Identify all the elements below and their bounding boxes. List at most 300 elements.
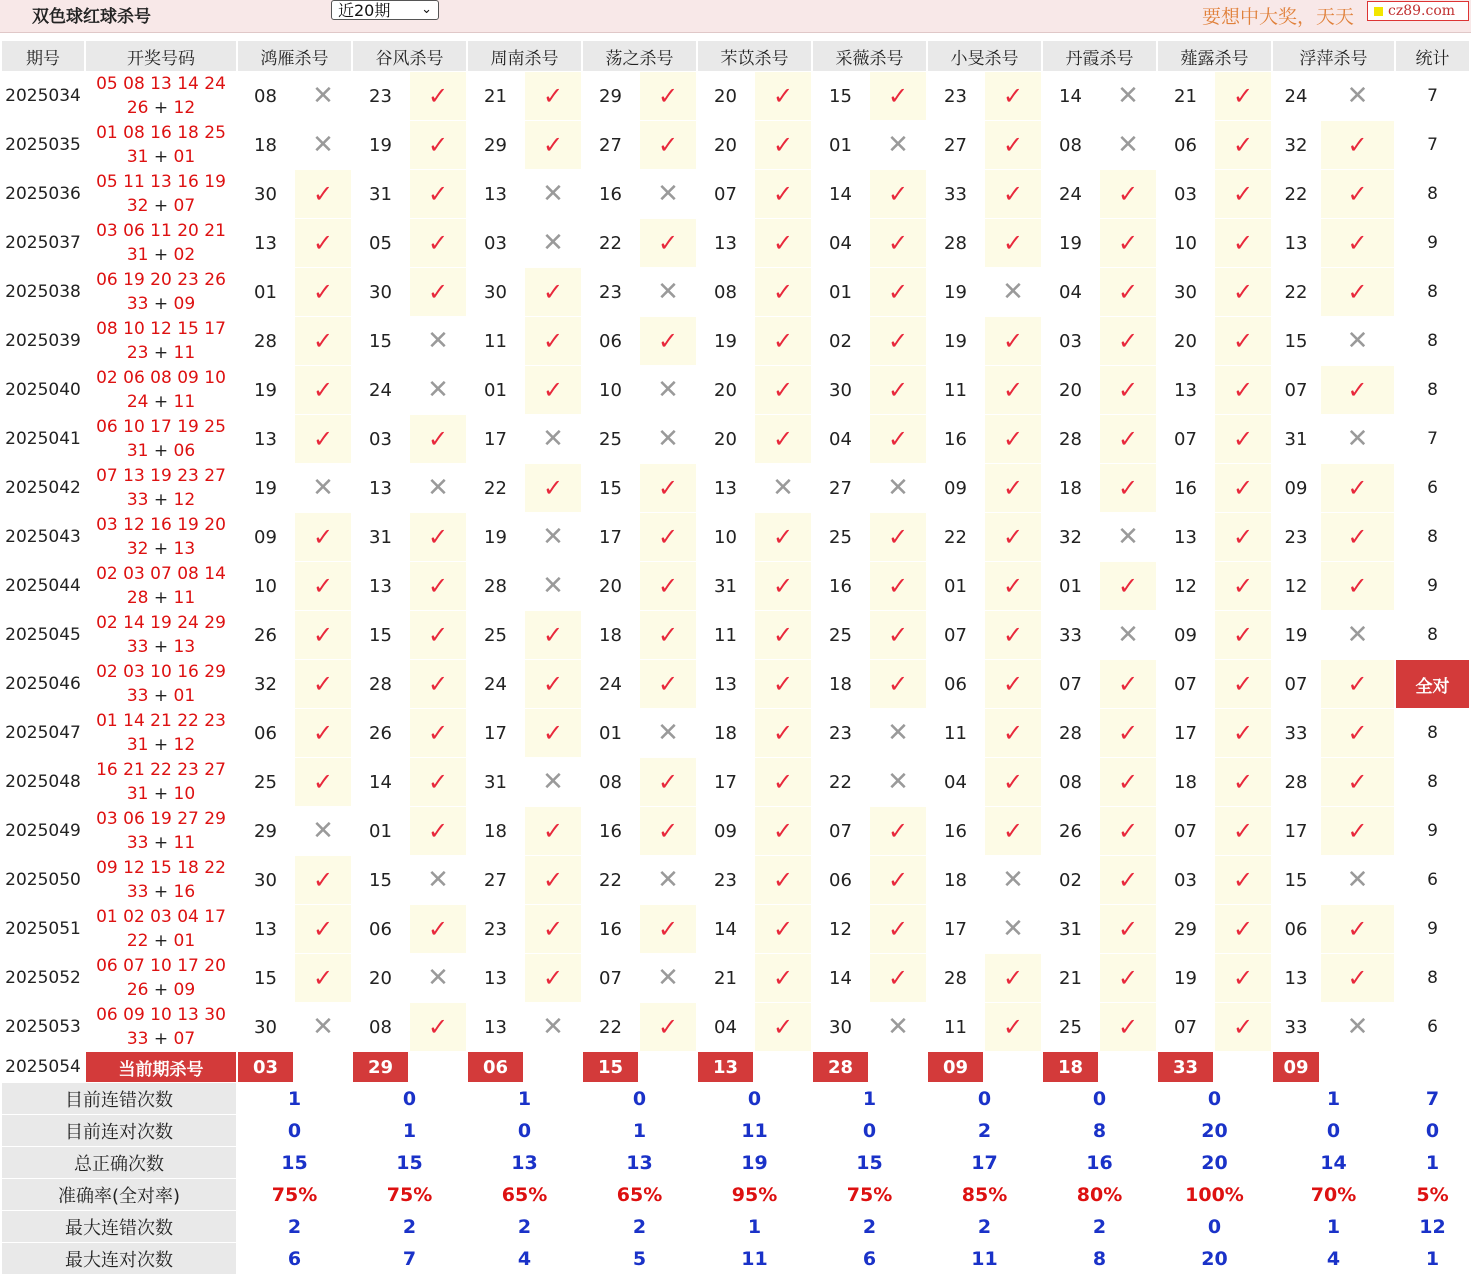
kill-number: 07 xyxy=(1174,1016,1197,1038)
kill-number: 18 xyxy=(944,869,967,891)
kill-number: 28 xyxy=(484,575,507,597)
red-balls-line1: 08 10 12 15 17 xyxy=(96,319,226,339)
check-icon: ✓ xyxy=(985,1003,1041,1051)
check-icon: ✓ xyxy=(985,513,1041,561)
check-icon: ✓ xyxy=(295,954,351,1002)
check-icon: ✓ xyxy=(1321,121,1394,169)
period-select-value: 近20期 xyxy=(338,1,391,20)
kill-number: 29 xyxy=(1174,918,1197,940)
cross-icon: ✕ xyxy=(772,473,794,503)
check-icon: ✓ xyxy=(295,905,351,953)
red-ball-last: 31 xyxy=(126,735,149,755)
stats-value: 0 xyxy=(977,1087,992,1110)
kill-number: 01 xyxy=(369,820,392,842)
current-issue-number: 2025054 xyxy=(2,1052,84,1082)
check-icon: ✓ xyxy=(870,317,926,365)
check-icon: ✓ xyxy=(1100,1003,1156,1051)
red-balls-line1: 05 08 13 14 24 xyxy=(96,74,226,94)
kill-number: 09 xyxy=(714,820,737,842)
table-row xyxy=(2,856,1469,904)
table-body xyxy=(2,72,1469,1274)
kill-number: 14 xyxy=(369,771,392,793)
red-ball-last: 22 xyxy=(126,931,149,951)
column-header: 开奖号码 xyxy=(86,41,236,71)
kill-number: 05 xyxy=(369,232,392,254)
red-balls-line2 xyxy=(86,831,236,855)
cross-icon: ✕ xyxy=(427,375,449,405)
check-icon: ✓ xyxy=(985,758,1041,806)
hit-count: 8 xyxy=(1427,380,1438,400)
check-icon: ✓ xyxy=(1321,219,1394,267)
kill-number: 08 xyxy=(1059,134,1082,156)
stats-value: 15 xyxy=(856,1151,883,1174)
kill-number: 20 xyxy=(1174,330,1197,352)
stats-value: 2 xyxy=(517,1215,532,1238)
check-icon: ✓ xyxy=(870,219,926,267)
kill-number: 18 xyxy=(254,134,277,156)
check-icon: ✓ xyxy=(755,807,811,855)
check-icon: ✓ xyxy=(755,121,811,169)
kill-number: 14 xyxy=(829,967,852,989)
current-kill-number: 29 xyxy=(353,1052,408,1082)
red-balls-line2 xyxy=(86,782,236,806)
kill-number: 03 xyxy=(1174,869,1197,891)
kill-number: 01 xyxy=(254,281,277,303)
top-bar xyxy=(0,0,1471,33)
plus-sign: + xyxy=(148,588,174,608)
check-icon: ✓ xyxy=(1100,807,1156,855)
hit-count: 7 xyxy=(1427,135,1438,155)
check-icon: ✓ xyxy=(410,660,466,708)
kill-number: 22 xyxy=(1284,281,1308,303)
kill-number: 19 xyxy=(714,330,737,352)
winning-numbers xyxy=(86,464,236,512)
check-icon: ✓ xyxy=(1100,954,1156,1002)
hit-count: 8 xyxy=(1427,527,1438,547)
check-icon: ✓ xyxy=(1215,72,1271,120)
hit-count: 8 xyxy=(1427,772,1438,792)
check-icon: ✓ xyxy=(1215,1003,1271,1051)
hit-count: 6 xyxy=(1427,870,1438,890)
kill-number: 08 xyxy=(599,771,622,793)
check-icon: ✓ xyxy=(295,415,351,463)
red-balls-line2 xyxy=(86,537,236,561)
check-icon: ✓ xyxy=(870,856,926,904)
kill-number: 13 xyxy=(1174,526,1197,548)
current-kill-blank xyxy=(410,1052,466,1082)
check-icon: ✓ xyxy=(755,611,811,659)
kill-number: 13 xyxy=(714,673,737,695)
winning-numbers xyxy=(86,513,236,561)
check-icon: ✓ xyxy=(755,954,811,1002)
kill-number: 07 xyxy=(599,967,622,989)
blue-ball: 12 xyxy=(173,490,196,510)
kill-number: 13 xyxy=(484,967,507,989)
kill-number: 07 xyxy=(1174,673,1197,695)
cross-icon: ✕ xyxy=(887,130,909,160)
red-balls-line1: 02 14 19 24 29 xyxy=(96,613,226,633)
kill-number: 10 xyxy=(714,526,737,548)
check-icon: ✓ xyxy=(755,72,811,120)
stats-value: 1 xyxy=(632,1119,647,1142)
check-icon: ✓ xyxy=(525,856,581,904)
check-icon: ✓ xyxy=(410,709,466,757)
issue-number: 2025053 xyxy=(2,1003,84,1051)
column-header: 周南杀号 xyxy=(468,41,581,71)
stats-row xyxy=(2,1243,1469,1274)
red-ball-last: 26 xyxy=(126,98,149,118)
red-balls-line1: 03 12 16 19 20 xyxy=(96,515,226,535)
cross-icon: ✕ xyxy=(1002,865,1024,895)
kill-number: 18 xyxy=(714,722,737,744)
hit-count: 8 xyxy=(1427,968,1438,988)
current-kill-blank xyxy=(640,1052,696,1082)
current-kill-blank xyxy=(1215,1052,1271,1082)
kill-number: 13 xyxy=(484,1016,507,1038)
stats-value: 16 xyxy=(1086,1151,1113,1174)
check-icon: ✓ xyxy=(985,954,1041,1002)
kill-number: 24 xyxy=(599,673,622,695)
blue-ball: 11 xyxy=(173,343,196,363)
stats-label: 准确率(全对率) xyxy=(2,1179,236,1210)
check-icon: ✓ xyxy=(1215,709,1271,757)
check-icon: ✓ xyxy=(1215,219,1271,267)
column-header: 荡之杀号 xyxy=(583,41,696,71)
cross-icon: ✕ xyxy=(657,375,679,405)
kill-number: 13 xyxy=(1174,379,1197,401)
current-kill-blank xyxy=(1100,1052,1156,1082)
current-kill-blank xyxy=(755,1052,811,1082)
check-icon: ✓ xyxy=(1321,562,1394,610)
check-icon: ✓ xyxy=(410,170,466,218)
check-icon: ✓ xyxy=(410,905,466,953)
check-icon: ✓ xyxy=(1100,660,1156,708)
stats-label: 目前连错次数 xyxy=(2,1083,236,1114)
kill-number: 06 xyxy=(829,869,852,891)
check-icon: ✓ xyxy=(640,807,696,855)
check-icon: ✓ xyxy=(985,660,1041,708)
column-header: 芣苡杀号 xyxy=(698,41,811,71)
table-row xyxy=(2,611,1469,659)
check-icon: ✓ xyxy=(525,268,581,316)
kill-number: 15 xyxy=(599,477,622,499)
stats-value: 13 xyxy=(511,1151,538,1174)
kill-number: 13 xyxy=(369,477,392,499)
check-icon: ✓ xyxy=(870,562,926,610)
winning-numbers xyxy=(86,366,236,414)
kill-number: 15 xyxy=(829,85,852,107)
stats-value: 2 xyxy=(977,1215,992,1238)
check-icon: ✓ xyxy=(1321,170,1394,218)
stats-value: 19 xyxy=(741,1151,768,1174)
table-row xyxy=(2,219,1469,267)
column-header: 采薇杀号 xyxy=(813,41,926,71)
current-kill-blank xyxy=(295,1052,351,1082)
stats-value: 85% xyxy=(961,1183,1008,1206)
red-balls-line2 xyxy=(86,586,236,610)
kill-number: 01 xyxy=(829,281,852,303)
kill-number: 25 xyxy=(829,526,852,548)
kill-number: 16 xyxy=(944,820,967,842)
red-balls-line2 xyxy=(86,684,236,708)
kill-number: 28 xyxy=(254,330,277,352)
table-row xyxy=(2,121,1469,169)
blue-ball: 13 xyxy=(173,539,196,559)
stats-value: 0 xyxy=(287,1119,302,1142)
hit-count: 8 xyxy=(1427,625,1438,645)
cross-icon: ✕ xyxy=(1117,81,1139,111)
column-header: 期号 xyxy=(2,41,84,71)
check-icon: ✓ xyxy=(295,856,351,904)
blue-ball: 01 xyxy=(173,147,196,167)
plus-sign: + xyxy=(148,441,174,461)
check-icon: ✓ xyxy=(1100,268,1156,316)
check-icon: ✓ xyxy=(640,1003,696,1051)
winning-numbers xyxy=(86,170,236,218)
cross-icon: ✕ xyxy=(1346,1012,1369,1042)
current-kill-number: 09 xyxy=(928,1052,983,1082)
kill-number: 20 xyxy=(714,428,737,450)
check-icon: ✓ xyxy=(1321,954,1394,1002)
check-icon: ✓ xyxy=(525,464,581,512)
table-row xyxy=(2,1003,1469,1051)
current-kill-number: 28 xyxy=(813,1052,868,1082)
stats-total: 1 xyxy=(1425,1151,1440,1174)
winning-numbers xyxy=(86,415,236,463)
check-icon: ✓ xyxy=(410,72,466,120)
kill-number: 17 xyxy=(484,722,507,744)
table-row xyxy=(2,268,1469,316)
period-select[interactable] xyxy=(331,0,439,20)
kill-number: 23 xyxy=(829,722,852,744)
kill-number: 07 xyxy=(829,820,852,842)
kill-number: 18 xyxy=(829,673,852,695)
check-icon: ✓ xyxy=(295,611,351,659)
kill-number: 23 xyxy=(944,85,967,107)
kill-number: 09 xyxy=(1174,624,1197,646)
kill-number: 22 xyxy=(599,232,622,254)
issue-number: 2025044 xyxy=(2,562,84,610)
check-icon: ✓ xyxy=(295,709,351,757)
red-ball-last: 33 xyxy=(126,1029,149,1049)
red-balls-line1: 02 03 07 08 14 xyxy=(96,564,226,584)
red-balls-line1: 06 09 10 13 30 xyxy=(96,1005,226,1025)
kill-number: 18 xyxy=(1174,771,1197,793)
red-balls-line2 xyxy=(86,194,236,218)
kill-number: 21 xyxy=(484,85,507,107)
cross-icon: ✕ xyxy=(887,1012,909,1042)
stats-value: 5 xyxy=(632,1247,647,1270)
site-badge[interactable] xyxy=(1367,1,1469,21)
table-row xyxy=(2,170,1469,218)
plus-sign: + xyxy=(148,637,174,657)
red-ball-last: 33 xyxy=(126,637,149,657)
stats-value: 20 xyxy=(1201,1247,1228,1270)
check-icon: ✓ xyxy=(410,219,466,267)
stats-value: 95% xyxy=(731,1183,778,1206)
kill-number: 07 xyxy=(1174,820,1197,842)
cross-icon: ✕ xyxy=(657,718,679,748)
blue-ball: 16 xyxy=(173,882,196,902)
kill-number: 31 xyxy=(1284,428,1308,450)
stats-total: 12 xyxy=(1419,1215,1446,1238)
kill-number: 20 xyxy=(369,967,392,989)
check-icon: ✓ xyxy=(870,513,926,561)
cross-icon: ✕ xyxy=(312,473,334,503)
check-icon: ✓ xyxy=(410,415,466,463)
kill-number: 22 xyxy=(484,477,507,499)
check-icon: ✓ xyxy=(755,415,811,463)
stats-value: 0 xyxy=(747,1087,762,1110)
check-icon: ✓ xyxy=(870,72,926,120)
current-kill-blank xyxy=(870,1052,926,1082)
kill-number: 13 xyxy=(1284,967,1308,989)
kill-number: 16 xyxy=(1174,477,1197,499)
kill-number: 04 xyxy=(714,1016,737,1038)
cross-icon: ✕ xyxy=(312,1012,334,1042)
check-icon: ✓ xyxy=(410,268,466,316)
table-row xyxy=(2,366,1469,414)
red-balls-line1: 09 12 15 18 22 xyxy=(96,858,226,878)
kill-number: 15 xyxy=(369,624,392,646)
kill-number: 17 xyxy=(1174,722,1197,744)
check-icon: ✓ xyxy=(525,611,581,659)
check-icon: ✓ xyxy=(985,709,1041,757)
kill-number: 28 xyxy=(369,673,392,695)
table-row xyxy=(2,709,1469,757)
stats-value: 8 xyxy=(1092,1247,1107,1270)
kill-number: 11 xyxy=(944,379,967,401)
kill-number: 17 xyxy=(484,428,507,450)
red-balls-line1: 02 06 08 09 10 xyxy=(96,368,226,388)
stats-label: 最大连对次数 xyxy=(2,1243,236,1274)
plus-sign: + xyxy=(148,980,174,1000)
red-ball-last: 33 xyxy=(126,294,149,314)
hit-count: 9 xyxy=(1427,576,1438,596)
check-icon: ✓ xyxy=(640,660,696,708)
check-icon: ✓ xyxy=(870,170,926,218)
kill-number: 20 xyxy=(599,575,622,597)
kill-number: 10 xyxy=(599,379,622,401)
cross-icon: ✕ xyxy=(1117,130,1139,160)
cross-icon: ✕ xyxy=(427,963,449,993)
check-icon: ✓ xyxy=(1215,758,1271,806)
stats-value: 0 xyxy=(1207,1087,1222,1110)
check-icon: ✓ xyxy=(410,562,466,610)
cross-icon: ✕ xyxy=(542,571,564,601)
table-row xyxy=(2,317,1469,365)
check-icon: ✓ xyxy=(1100,317,1156,365)
cross-icon: ✕ xyxy=(657,179,679,209)
check-icon: ✓ xyxy=(755,709,811,757)
stats-value: 100% xyxy=(1185,1183,1244,1206)
stats-value: 0 xyxy=(517,1119,532,1142)
red-ball-last: 26 xyxy=(126,980,149,1000)
kill-number: 21 xyxy=(1174,85,1197,107)
check-icon: ✓ xyxy=(755,856,811,904)
check-icon: ✓ xyxy=(1100,758,1156,806)
kill-number: 33 xyxy=(1284,1016,1308,1038)
stats-value: 2 xyxy=(632,1215,647,1238)
current-kill-number: 13 xyxy=(698,1052,753,1082)
check-icon: ✓ xyxy=(295,513,351,561)
kill-number: 31 xyxy=(1059,918,1082,940)
winning-numbers xyxy=(86,219,236,267)
stats-value: 15 xyxy=(396,1151,423,1174)
site-badge-text: cz89.com xyxy=(1388,3,1456,19)
check-icon: ✓ xyxy=(640,464,696,512)
kill-number: 08 xyxy=(1059,771,1082,793)
kill-number: 29 xyxy=(599,85,622,107)
kill-number: 18 xyxy=(599,624,622,646)
kill-number: 07 xyxy=(944,624,967,646)
check-icon: ✓ xyxy=(755,513,811,561)
cross-icon: ✕ xyxy=(427,326,449,356)
hit-count: 8 xyxy=(1427,331,1438,351)
kill-number: 25 xyxy=(484,624,507,646)
kill-number: 21 xyxy=(1059,967,1082,989)
kill-number: 15 xyxy=(369,330,392,352)
cross-icon: ✕ xyxy=(427,473,449,503)
kill-number: 19 xyxy=(944,281,967,303)
kill-number: 19 xyxy=(254,379,277,401)
check-icon: ✓ xyxy=(525,121,581,169)
kill-number: 04 xyxy=(829,232,852,254)
check-icon: ✓ xyxy=(1100,562,1156,610)
cross-icon: ✕ xyxy=(1117,620,1139,650)
check-icon: ✓ xyxy=(295,366,351,414)
red-balls-line1: 01 14 21 22 23 xyxy=(96,711,226,731)
kill-number: 24 xyxy=(484,673,507,695)
check-icon: ✓ xyxy=(1215,856,1271,904)
kill-number: 25 xyxy=(1059,1016,1082,1038)
current-kill-blank xyxy=(985,1052,1041,1082)
kill-number: 13 xyxy=(369,575,392,597)
kill-number: 30 xyxy=(369,281,392,303)
winning-numbers xyxy=(86,709,236,757)
red-balls-line2 xyxy=(86,635,236,659)
check-icon: ✓ xyxy=(1215,366,1271,414)
stats-value: 0 xyxy=(1326,1119,1341,1142)
kill-number: 33 xyxy=(1059,624,1082,646)
blue-ball: 13 xyxy=(173,637,196,657)
check-icon: ✓ xyxy=(1100,464,1156,512)
stats-value: 70% xyxy=(1310,1183,1357,1206)
kill-number: 28 xyxy=(1059,722,1082,744)
cross-icon: ✕ xyxy=(657,277,679,307)
blue-ball: 06 xyxy=(173,441,196,461)
winning-numbers xyxy=(86,121,236,169)
cross-icon: ✕ xyxy=(1346,865,1369,895)
check-icon: ✓ xyxy=(1100,366,1156,414)
current-kill-row xyxy=(2,1052,1469,1082)
page-title: 双色球红球杀号 xyxy=(32,7,151,27)
stats-value: 1 xyxy=(1326,1087,1341,1110)
red-ball-last: 33 xyxy=(126,490,149,510)
kill-number: 30 xyxy=(254,869,277,891)
kill-number: 07 xyxy=(714,183,737,205)
kill-number: 24 xyxy=(1059,183,1082,205)
check-icon: ✓ xyxy=(525,807,581,855)
blue-ball: 07 xyxy=(173,1029,196,1049)
red-balls-line2 xyxy=(86,292,236,316)
check-icon: ✓ xyxy=(410,121,466,169)
kill-number: 13 xyxy=(254,428,277,450)
check-icon: ✓ xyxy=(985,170,1041,218)
kill-number: 14 xyxy=(829,183,852,205)
current-kill-number: 06 xyxy=(468,1052,523,1082)
plus-sign: + xyxy=(148,1029,174,1049)
